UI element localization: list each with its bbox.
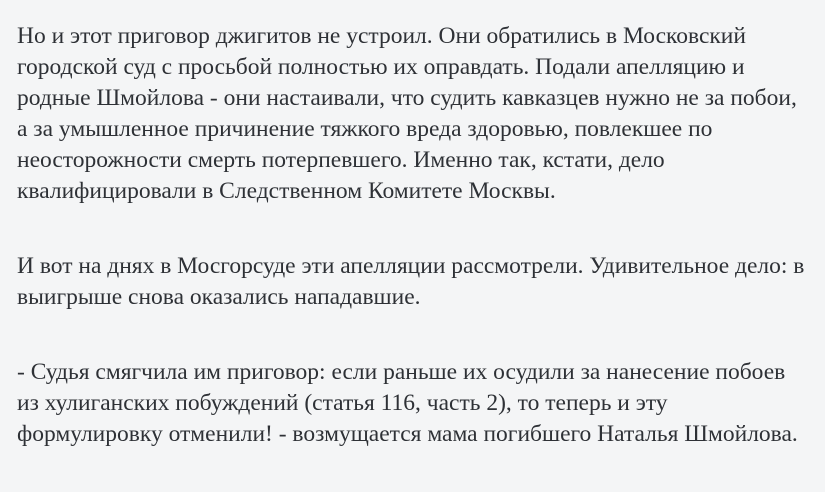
text-line: квалифицировали в Следственном Комитете Москвы. <box>17 178 556 204</box>
text-line: городской суд с просьбой полностью их оправдать. Подали апелляцию и <box>17 54 745 80</box>
paragraph <box>17 21 805 207</box>
text-line: выигрыше снова оказались нападавшие. <box>17 284 421 310</box>
text-line: из хулиганских побуждений (статья 116, часть 2), то теперь и эту <box>17 390 668 416</box>
text-line: а за умышленное причинение тяжкого вреда здоровью, повлекшее по <box>17 116 713 142</box>
text-line: формулировку отменили! - возмущается мама погибшего Наталья Шмойлова. <box>17 421 798 447</box>
paragraph <box>17 357 805 450</box>
text-line: И вот на днях в Мосгорсуде эти апелляции рассмотрели. Удивительное дело: в <box>17 253 805 279</box>
text-line: - Судья смягчила им приговор: если раньше их осудили за нанесение побоев <box>17 359 786 385</box>
text-line: неосторожности смерть потерпевшего. Именно так, кстати, дело <box>17 147 665 173</box>
paragraph <box>17 251 805 313</box>
text-line: родные Шмойлова - они настаивали, что судить кавказцев нужно не за побои, <box>17 85 797 111</box>
text-line: Но и этот приговор джигитов не устроил. Они обратились в Московский <box>17 23 746 49</box>
